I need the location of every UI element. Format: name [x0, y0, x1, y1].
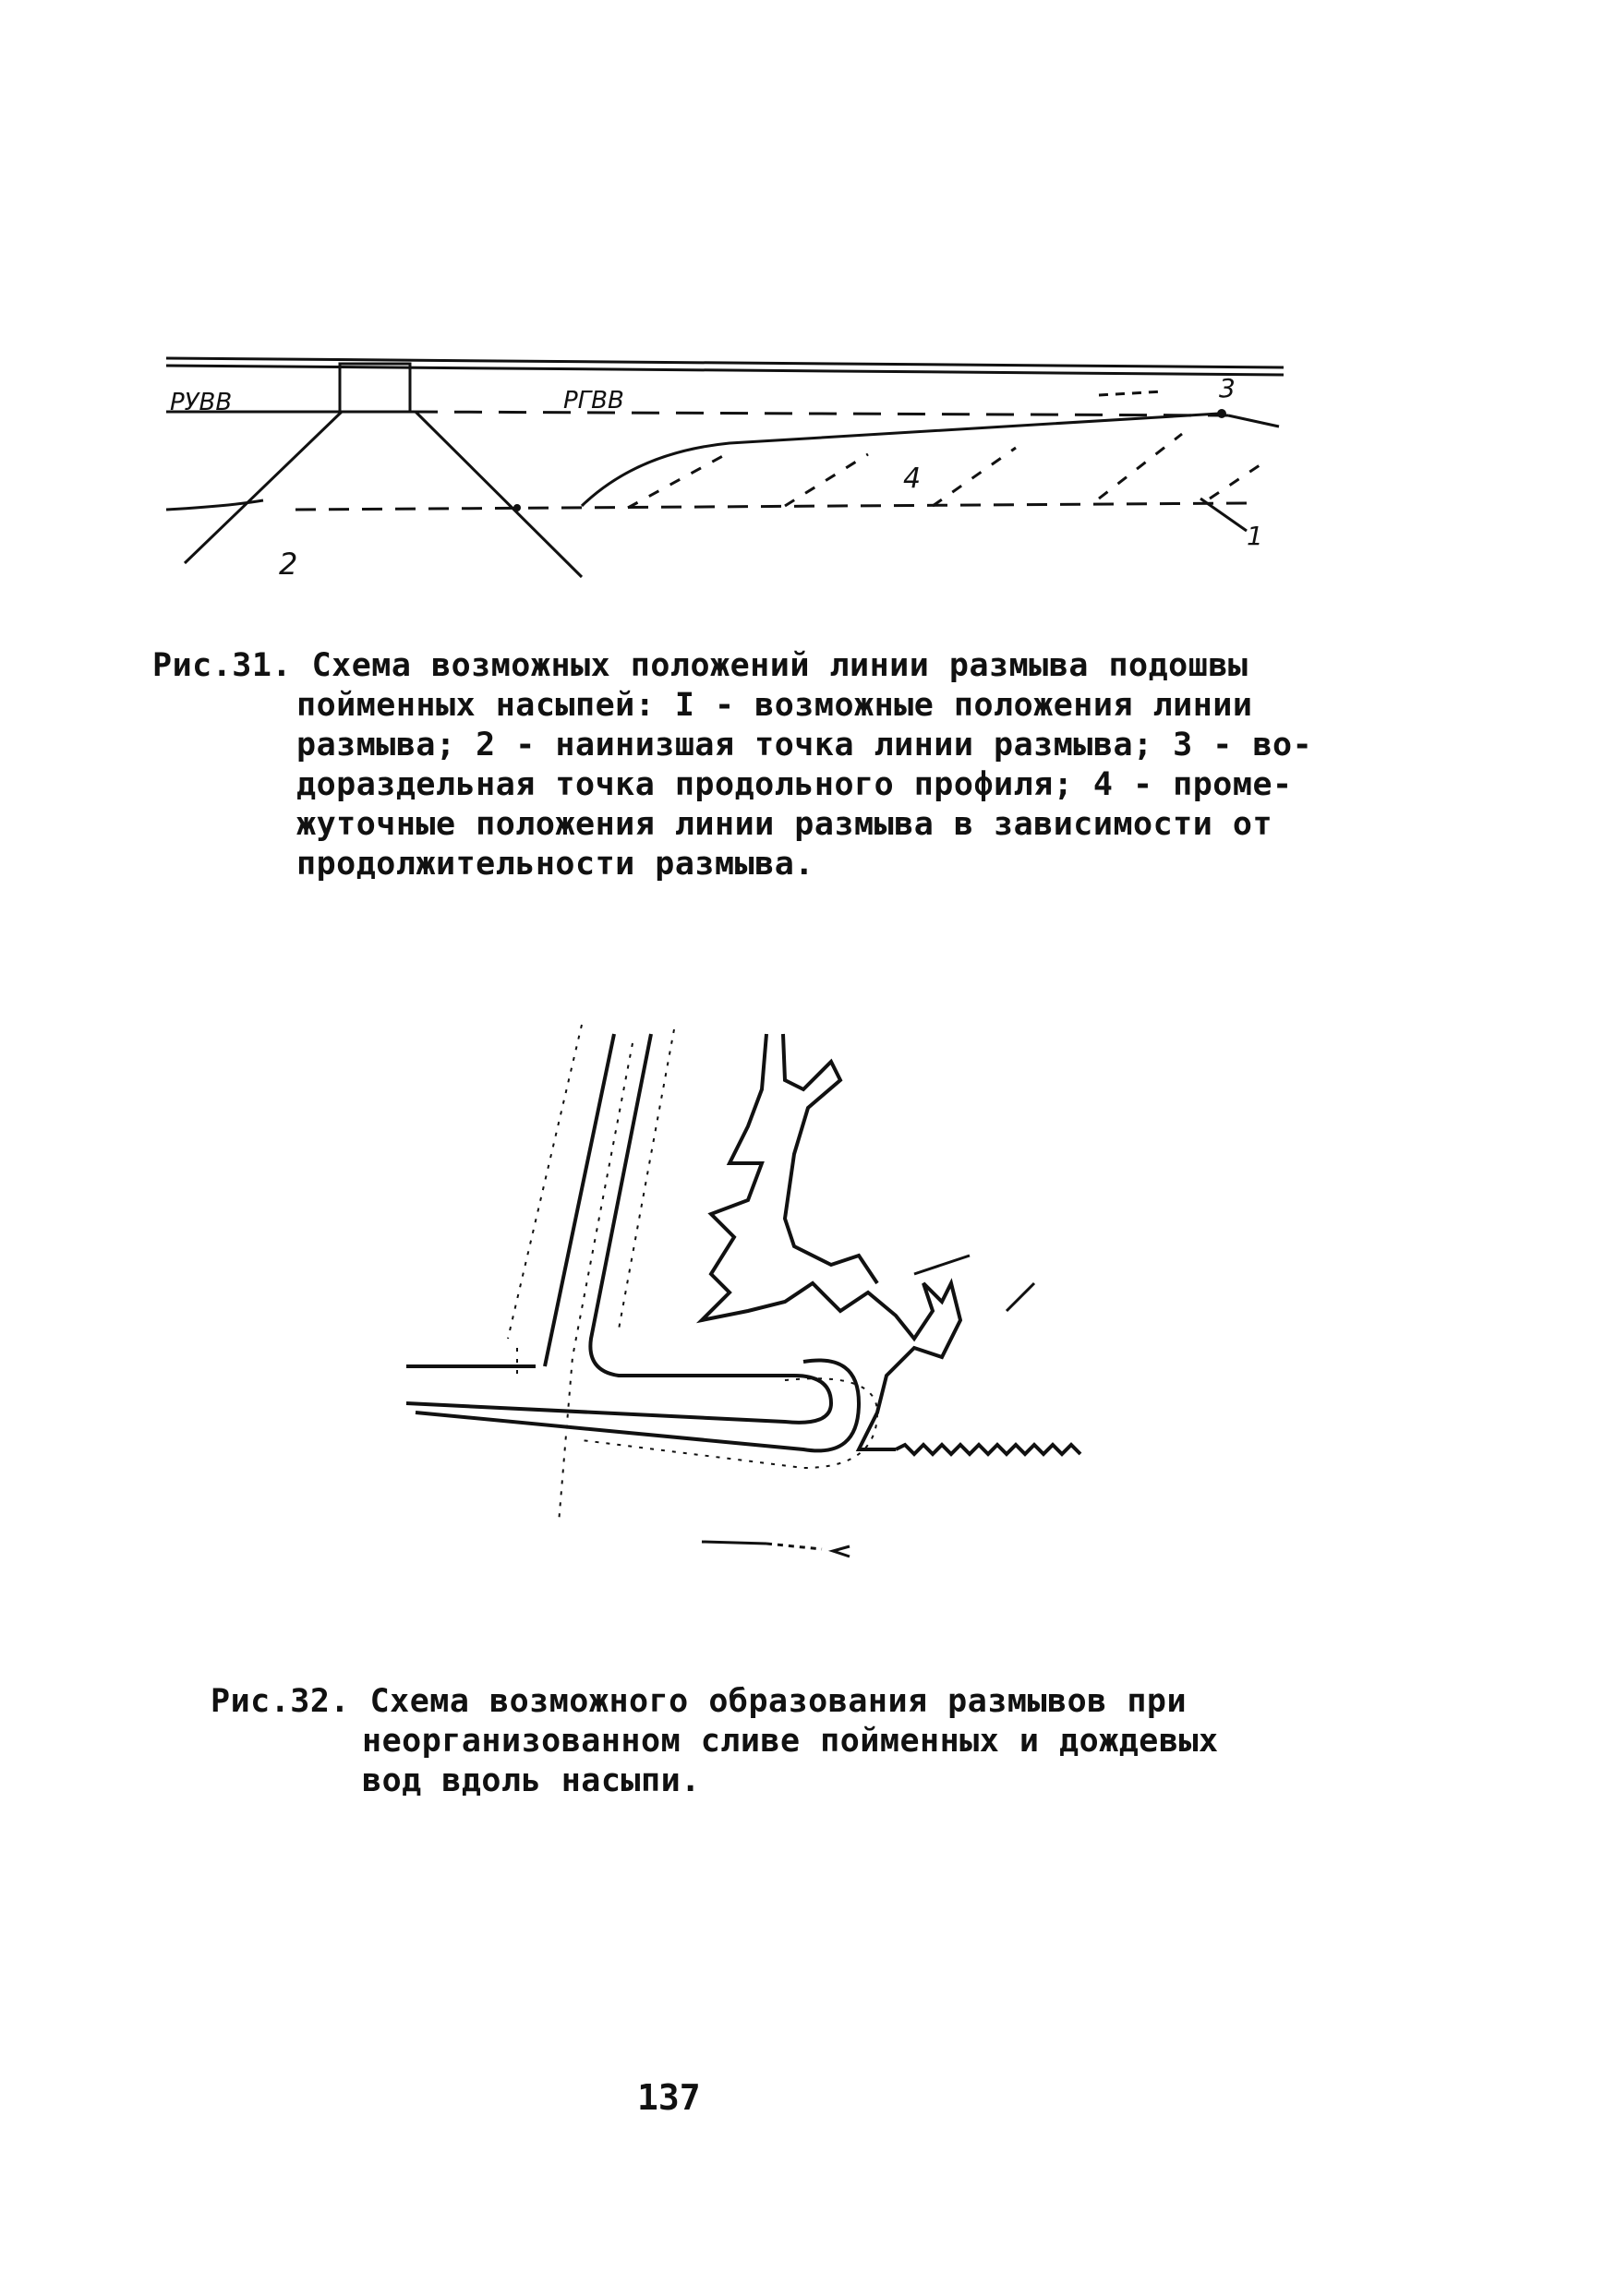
- figure-32-diagram: [397, 1006, 1117, 1597]
- caption-line: пойменных насыпей: I - возможные положения линии: [296, 687, 1253, 724]
- rgvv-label: РГВВ: [563, 387, 624, 415]
- figure-31-number: Рис.31.: [152, 647, 293, 684]
- figure-31-caption: [152, 646, 1312, 884]
- label-1: 1: [1247, 521, 1263, 551]
- caption-line: Схема возможного образования размывов при: [369, 1683, 1188, 1720]
- caption-line: размыва; 2 - наинизшая точка линии размыва; 3 - во-: [296, 727, 1313, 763]
- label-3: 3: [1219, 373, 1236, 403]
- ruvv-label: РУВВ: [170, 389, 233, 416]
- caption-line: жуточные положения линии размыва в зависимости от: [296, 806, 1273, 843]
- label-4: 4: [903, 463, 922, 495]
- page-number: 137: [637, 2077, 701, 2118]
- figure-32-caption: [211, 1682, 1219, 1801]
- caption-line: Схема возможных положений линии размыва подошвы: [311, 647, 1248, 684]
- caption-line: вод вдоль насыпи.: [362, 1762, 701, 1799]
- figure-32-number: Рис.32.: [211, 1683, 351, 1720]
- caption-line: продолжительности размыва.: [296, 846, 814, 883]
- label-2: 2: [279, 547, 298, 582]
- caption-line: дораздельная точка продольного профиля; 4 - проме-: [296, 766, 1293, 803]
- caption-line: неорганизованном сливе пойменных и дождевых: [362, 1723, 1219, 1760]
- figure-31-diagram: [157, 351, 1302, 591]
